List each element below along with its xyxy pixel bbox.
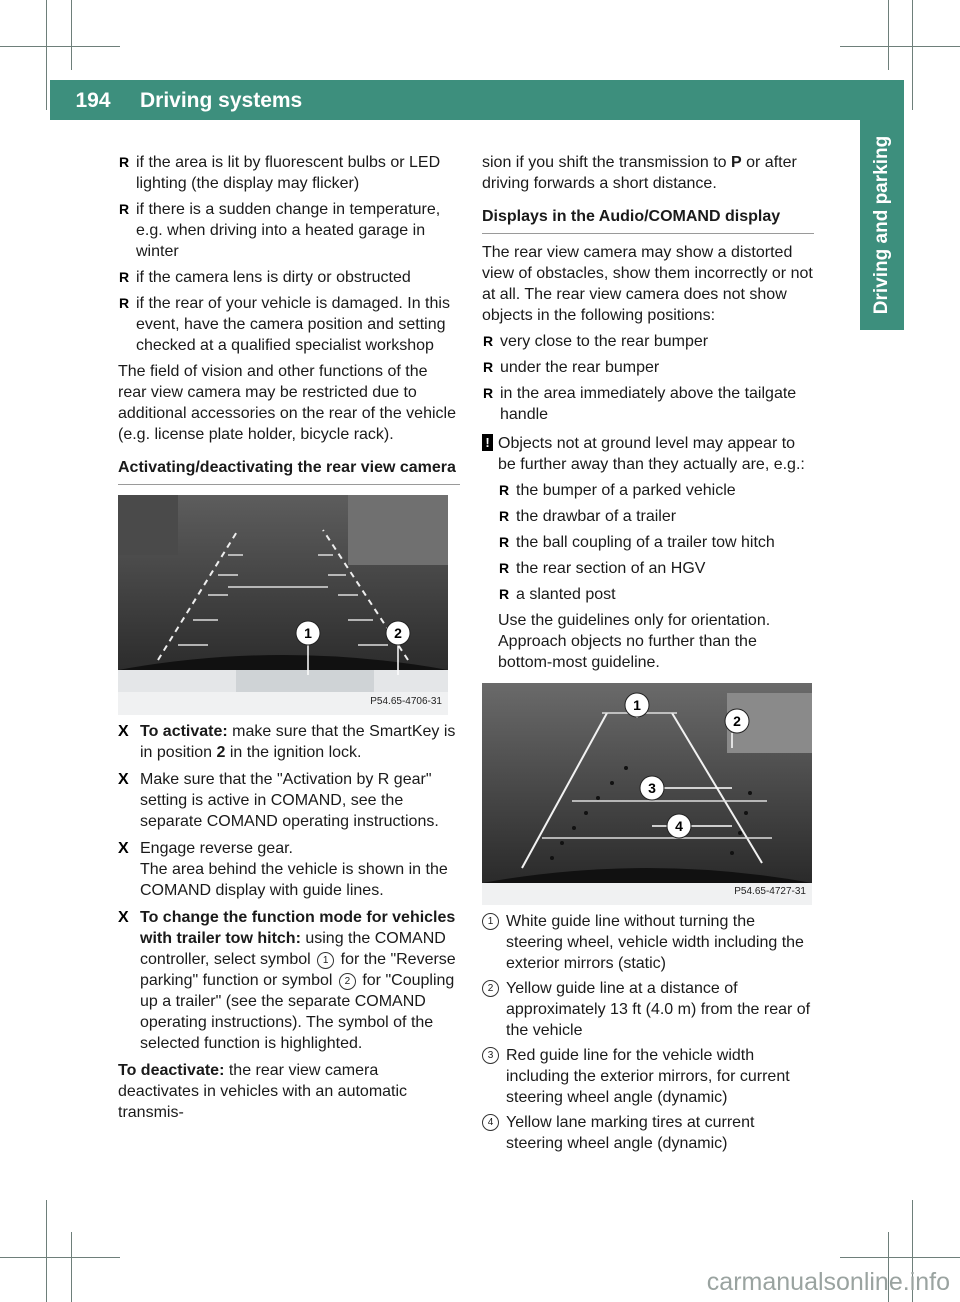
crop-mark [840,46,960,47]
callout-2: 2 [339,973,356,990]
crop-mark [71,1232,72,1302]
bullet-item: R a slanted post [498,584,814,605]
figure-callout-3: 3 [648,780,656,796]
bullet-item: R if the rear of your vehicle is damaged. In this event, have the camera position and setting checked at a qualified specialist workshop [118,293,460,356]
crop-mark [71,0,72,70]
warning-note: ! Objects not at ground level may appear to be further away than they actually are, e.g.: [482,433,814,475]
right-column [482,152,814,1158]
watermark: carmanualsonline.info [706,1268,950,1296]
figure-callout-1: 1 [304,625,312,641]
bullet-item: R the ball coupling of a trailer tow hitch [498,532,814,553]
figure-caption: P54.65-4706-31 [370,696,442,707]
figure-caption: P54.65-4727-31 [734,886,806,897]
bullet-item: R under the rear bumper [482,357,814,378]
callout-1: 1 [317,952,334,969]
step-function-mode: X To change the function mode for vehicles with trailer tow hitch: using the COMAND controller, select symbol 1 for the "Reverse parking" function or symbol 2 for "Coupling up a trailer" (see the separate COMAND operating instructions). The symbol of the selected function is highlighted. [118,907,460,1054]
step-activation-setting: X Make sure that the "Activation by R gear" setting is active in COMAND, see the separate COMAND operating instructions. [118,769,460,832]
legend-item-1: 1 White guide line without turning the steering wheel, vehicle width including the exterior mirrors (static) [482,911,814,974]
page-title: Driving systems [140,89,303,112]
bullet-item: R very close to the rear bumper [482,331,814,352]
crop-mark [0,46,120,47]
step-engage-reverse: X Engage reverse gear. The area behind the vehicle is shown in the COMAND display with guide lines. [118,838,460,901]
bullet-item: R the drawbar of a trailer [498,506,814,527]
crop-mark [912,0,913,110]
left-column [118,152,460,1128]
bullet-item: R if the area is lit by fluorescent bulbs or LED lighting (the display may flicker) [118,152,460,194]
legend-item-3: 3 Red guide line for the vehicle width including the exterior mirrors, for current steering wheel angle (dynamic) [482,1045,814,1108]
legend-item-2: 2 Yellow guide line at a distance of approximately 13 ft (4.0 m) from the rear of the vehicle [482,978,814,1041]
figure-callout-1: 1 [633,697,641,713]
guide-lines-image [482,683,812,905]
step-activate: X To activate: make sure that the SmartKey is in position 2 in the ignition lock. [118,721,460,763]
figure-guide-lines [482,683,812,905]
crop-mark [888,0,889,70]
figure-callout-2: 2 [733,713,741,729]
bullet-item: R if there is a sudden change in temperature, e.g. when driving into a heated garage in winter [118,199,460,262]
bullet-item: R the bumper of a parked vehicle [498,480,814,501]
figure-rear-camera-display [118,495,448,715]
warning-icon: ! [482,434,493,451]
crop-mark [46,1200,47,1302]
section-heading-displays: Displays in the Audio/COMAND display [482,206,814,234]
crop-mark [840,1257,960,1258]
crop-mark [46,0,47,110]
rear-camera-image [118,495,448,715]
figure-callout-4: 4 [675,818,683,834]
crop-mark [0,1257,120,1258]
paragraph-distortion: The rear view camera may show a distorted view of obstacles, show them incorrectly or not at all. The rear view camera does not show objects in the following positions: [482,244,813,324]
section-heading-activating: Activating/deactivating the rear view camera [118,457,460,485]
bullet-item: R the rear section of an HGV [498,558,814,579]
legend-item-4: 4 Yellow lane marking tires at current steering wheel angle (dynamic) [482,1112,814,1154]
side-tab-label: Driving and parking [871,135,892,315]
bullet-item: R in the area immediately above the tailgate handle [482,383,814,425]
paragraph-guideline-note: Use the guidelines only for orientation. Approach objects no further than the bottom-most guideline. [498,612,771,671]
bullet-item: R if the camera lens is dirty or obstructed [118,267,460,288]
paragraph-field-of-vision: The field of vision and other functions of the rear view camera may be restricted due to additional accessories on the rear of the vehicle (e.g. license plate holder, bicycle rack). [118,363,456,443]
paragraph-continued: sion if you shift the transmission to P or after driving forwards a short distance. [482,154,797,192]
page-number: 194 [60,86,126,116]
paragraph-deactivate: To deactivate: the rear view camera deactivates in vehicles with an automatic transmis- [118,1062,408,1121]
figure-callout-2: 2 [394,625,402,641]
